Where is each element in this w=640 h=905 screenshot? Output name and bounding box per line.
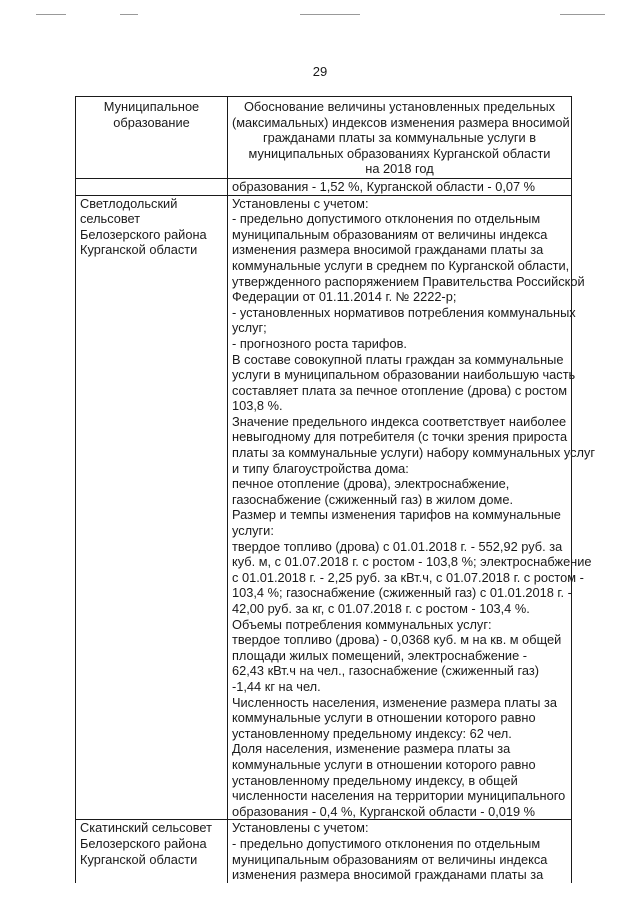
justification-text-line: куб. м, с 01.07.2018 г. с ростом - 103,8 %; электроснабжение	[232, 554, 592, 570]
justification-text-line: платы за коммунальные услуги) набору коммунальных услуг	[232, 445, 596, 461]
header-justification	[228, 97, 572, 179]
continuation-cell	[228, 178, 572, 195]
municipality-name-line: Курганской области	[80, 242, 198, 258]
justification-text-line: Объемы потребления коммунальных услуг:	[232, 616, 492, 632]
continuation-row	[76, 178, 572, 195]
justification-text-line: услуги:	[232, 523, 274, 539]
justification-text-line: 103,4 %; газоснабжение (сжиженный газ) с 01.01.2018 г. -	[232, 585, 572, 601]
justification-text-line: установленному предельному индексу, в общей	[232, 772, 518, 788]
municipality-name-line: сельсовет	[80, 211, 141, 227]
justification-text-line: Федерации от 01.11.2014 г. № 2222-р;	[232, 289, 457, 305]
justification-text-line: невыгодному для потребителя (с точки зрения прироста	[232, 429, 568, 445]
justification-text-line: печное отопление (дрова), электроснабжение,	[232, 476, 510, 492]
header-text-line: образование	[113, 114, 190, 130]
justification-text-line: площади жилых помещений, электроснабжение -	[232, 647, 528, 663]
justification-text-line: газоснабжение (сжиженный газ) в жилом доме.	[232, 491, 514, 507]
justification-text-line: коммунальные услуги в отношении которого равно	[232, 756, 536, 772]
municipality-name-line: Скатинский сельсовет	[80, 820, 212, 836]
table-row	[76, 820, 572, 883]
justification-text-line: Размер и темпы изменения тарифов на коммунальные	[232, 507, 561, 523]
justification-text-line: изменения размера вносимой гражданами платы за	[232, 242, 544, 258]
justification-text-line: - прогнозного роста тарифов.	[232, 335, 407, 351]
continuation-text: образования - 1,52 %, Курганской области - 0,07 %	[232, 178, 536, 194]
justification-text-line: Значение предельного индекса соответствует наиболее	[232, 413, 567, 429]
justification-text-line: твердое топливо (дрова) с 01.01.2018 г. - 552,92 руб. за	[232, 538, 563, 554]
header-municipality	[76, 97, 228, 179]
municipality-name-line: Светлодольский	[80, 195, 178, 211]
justification-text-line: 103,8 %.	[232, 398, 283, 414]
header-text-line: гражданами платы за коммунальные услуги в	[262, 130, 537, 146]
header-text-line: на 2018 год	[365, 161, 434, 177]
justification-text-line: В составе совокупной платы граждан за коммунальные	[232, 351, 564, 367]
justification-text-line: Установлены с учетом:	[232, 195, 369, 211]
justification-text-line: Доля населения, изменение размера платы за	[232, 741, 511, 757]
justification-text-line: услуг;	[232, 320, 267, 336]
justification-cell	[228, 820, 572, 883]
continuation-empty-cell	[76, 178, 228, 195]
justification-cell	[228, 195, 596, 820]
justification-text-line: коммунальные услуги в среднем по Курганской области,	[232, 257, 570, 273]
scan-artifact	[560, 14, 605, 15]
table-row	[76, 195, 572, 820]
justification-text-line: утвержденного распоряжением Правительства Российской	[232, 273, 585, 289]
justification-text-line: Установлены с учетом:	[232, 820, 369, 836]
header-text-line: муниципальных образованиях Курганской области	[248, 145, 551, 161]
justification-text-line: численности населения на территории муниципального	[232, 788, 566, 804]
justification-text-line: муниципальным образованиям от величины индекса	[232, 226, 548, 242]
table-header-row	[76, 97, 572, 179]
justification-text-line: твердое топливо (дрова) - 0,0368 куб. м на кв. м общей	[232, 632, 562, 648]
tariff-index-table	[75, 96, 596, 883]
justification-text-line: -1,44 кг на чел.	[232, 678, 321, 694]
page-number: 29	[312, 64, 328, 79]
scan-artifact	[300, 14, 360, 15]
justification-text-line: изменения размера вносимой гражданами платы за	[232, 867, 544, 883]
justification-text-line: услуги в муниципальном образовании наибольшую часть	[232, 367, 576, 383]
justification-text-line: Численность населения, изменение размера платы за	[232, 694, 558, 710]
justification-text-line: муниципальным образованиям от величины индекса	[232, 851, 548, 867]
justification-text-line: - предельно допустимого отклонения по отдельным	[232, 835, 541, 851]
scan-artifact	[36, 14, 66, 15]
justification-text-line: составляет плата за печное отопление (дрова) с ростом	[232, 382, 568, 398]
header-text-line: Муниципальное	[103, 99, 200, 114]
municipality-name-line: Белозерского района	[80, 835, 207, 851]
header-text-line: (максимальных) индексов изменения размера вносимой	[232, 114, 570, 130]
justification-text-line: 62,43 кВт.ч на чел., газоснабжение (сжиженный газ)	[232, 663, 539, 679]
justification-text-line: установленному предельному индексу: 62 чел.	[232, 725, 512, 741]
justification-text-line: с 01.01.2018 г. - 2,25 руб. за кВт.ч, с 01.07.2018 г. с ростом -	[232, 569, 584, 585]
municipality-name-line: Курганской области	[80, 851, 198, 867]
justification-text-line: и типу благоустройства дома:	[232, 460, 409, 476]
justification-text-line: 42,00 руб. за кг, с 01.07.2018 г. с ростом - 103,4 %.	[232, 601, 530, 616]
justification-text-line: - предельно допустимого отклонения по отдельным	[232, 211, 541, 227]
justification-text-line: образования - 0,4 %, Курганской области - 0,019 %	[232, 803, 536, 819]
header-text-line: Обоснование величины установленных предельных	[243, 99, 556, 114]
municipality-name-line: Белозерского района	[80, 226, 207, 242]
municipality-cell	[76, 820, 228, 883]
municipality-cell	[76, 195, 228, 820]
justification-text-line: - установленных нормативов потребления коммунальных	[232, 304, 576, 320]
scan-artifact	[120, 14, 138, 15]
justification-text-line: коммунальные услуги в отношении которого равно	[232, 710, 536, 726]
